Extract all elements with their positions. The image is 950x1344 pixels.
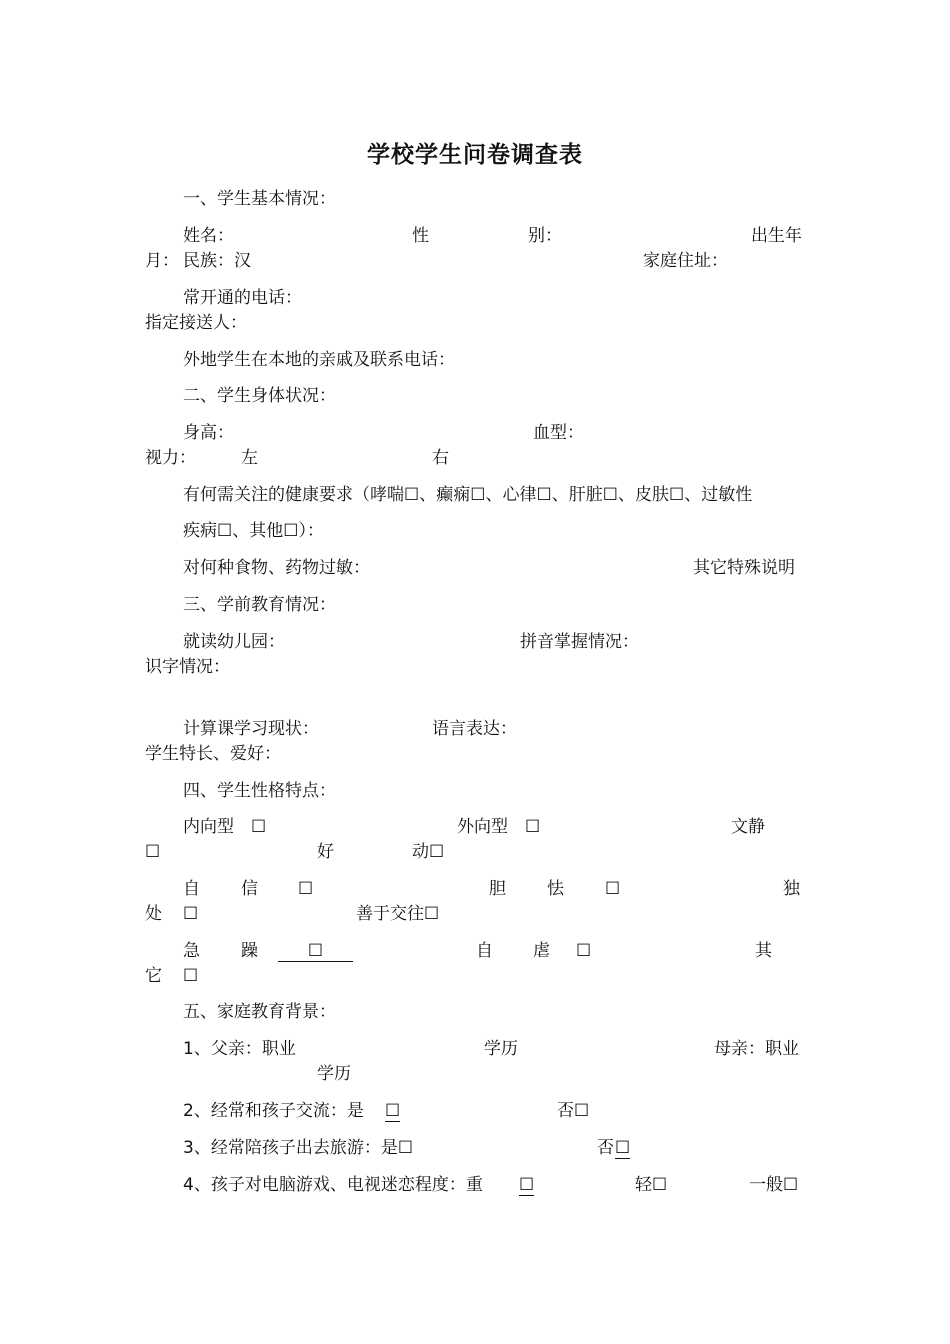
other-trait-checkbox[interactable]: ☐ [183, 966, 199, 986]
active-option-label: 好 [317, 842, 334, 862]
address-label: 家庭住址： [643, 251, 728, 271]
travel-question[interactable]: 3、经常陪孩子出去旅游：是☐ [183, 1138, 414, 1158]
game-addiction-question: 4、孩子对电脑游戏、电视迷恋程度：重 [183, 1175, 483, 1195]
father-occupation-label: 1、父亲：职业 [183, 1039, 296, 1059]
math-study-label: 计算课学习现状： [183, 719, 319, 739]
mother-education-label: 学历 [317, 1064, 351, 1084]
irritable-label-part2: 躁 [241, 941, 258, 961]
section-4-heading: 四、学生性格特点： [183, 781, 336, 801]
travel-no-checkbox[interactable]: ☐ [615, 1138, 631, 1158]
birth-label-part2: 月： [145, 251, 179, 271]
introvert-option[interactable]: 内向型 ☐ [183, 817, 267, 837]
mother-occupation-label: 母亲：职业 [714, 1039, 799, 1059]
other-notes-label: 其它特殊说明 [693, 558, 795, 578]
section-3-heading: 三、学前教育情况： [183, 595, 336, 615]
pinyin-label: 拼音掌握情况： [520, 632, 639, 652]
addiction-heavy-checkbox[interactable]: ☐ [519, 1175, 535, 1195]
quiet-option-label: 文静 [731, 817, 765, 837]
kindergarten-label: 就读幼儿园： [183, 632, 285, 652]
language-expression-label: 语言表达： [432, 719, 517, 739]
communicate-question: 2、经常和孩子交流：是 [183, 1101, 364, 1121]
self-harm-checkbox[interactable]: ☐ [576, 941, 592, 961]
quiet-option-checkbox[interactable]: ☐ [145, 842, 161, 862]
gender-label-part1: 性 [412, 226, 429, 246]
timid-checkbox[interactable]: ☐ [605, 879, 621, 899]
allergy-label: 对何种食物、药物过敏： [183, 558, 370, 578]
page-title: 学校学生问卷调查表 [367, 142, 583, 168]
other-trait-label-part2: 它 [145, 966, 162, 986]
alone-checkbox[interactable]: ☐ [183, 904, 199, 924]
confident-label-part1: 自 [183, 879, 200, 899]
name-label: 姓名： [183, 226, 234, 246]
literacy-label: 识字情况： [145, 657, 230, 677]
section-1-heading: 一、学生基本情况： [183, 189, 336, 209]
alone-label-part1: 独 [783, 879, 800, 899]
timid-label-part1: 胆 [489, 879, 506, 899]
communicate-yes-checkbox[interactable]: ☐ [385, 1101, 401, 1121]
confident-checkbox[interactable]: ☐ [298, 879, 314, 899]
height-label: 身高： [183, 423, 234, 443]
extrovert-option[interactable]: 外向型 ☐ [457, 817, 541, 837]
other-trait-label-part1: 其 [755, 941, 772, 961]
vision-right-label: 右 [432, 448, 449, 468]
blood-type-label: 血型： [533, 423, 584, 443]
vision-label: 视力： [145, 448, 196, 468]
travel-no-label: 否 [597, 1138, 614, 1158]
phone-label: 常开通的电话： [183, 288, 302, 308]
communicate-no-option[interactable]: 否☐ [557, 1101, 590, 1121]
ethnicity-label: 民族：汉 [183, 251, 251, 271]
self-harm-label-part1: 自 [476, 941, 493, 961]
addiction-light-option[interactable]: 轻☐ [635, 1175, 668, 1195]
active-option-checkbox[interactable]: 动☐ [412, 842, 445, 862]
sociable-option[interactable]: 善于交往☐ [356, 904, 440, 924]
vision-left-label: 左 [241, 448, 258, 468]
section-2-heading: 二、学生身体状况： [183, 386, 336, 406]
pickup-person-label: 指定接送人： [145, 313, 247, 333]
timid-label-part2: 怯 [547, 879, 564, 899]
irritable-checkbox[interactable]: ☐ [278, 941, 353, 962]
alone-label-part2: 处 [145, 904, 162, 924]
addiction-normal-option[interactable]: 一般☐ [749, 1175, 799, 1195]
self-harm-label-part2: 虐 [533, 941, 550, 961]
section-5-heading: 五、家庭教育背景： [183, 1002, 336, 1022]
birth-label-part1: 出生年 [751, 226, 802, 246]
father-education-label: 学历 [484, 1039, 518, 1059]
health-requirements-line2: 疾病☐、其他☐）： [183, 521, 324, 541]
relatives-label: 外地学生在本地的亲戚及联系电话： [183, 350, 455, 370]
irritable-label-part1: 急 [183, 941, 200, 961]
talent-hobby-label: 学生特长、爱好： [145, 744, 281, 764]
confident-label-part2: 信 [241, 879, 258, 899]
gender-label-part2: 别： [528, 226, 562, 246]
health-requirements-line1: 有何需关注的健康要求（哮喘☐、癫痫☐、心律☐、肝脏☐、皮肤☐、过敏性 [183, 485, 753, 505]
